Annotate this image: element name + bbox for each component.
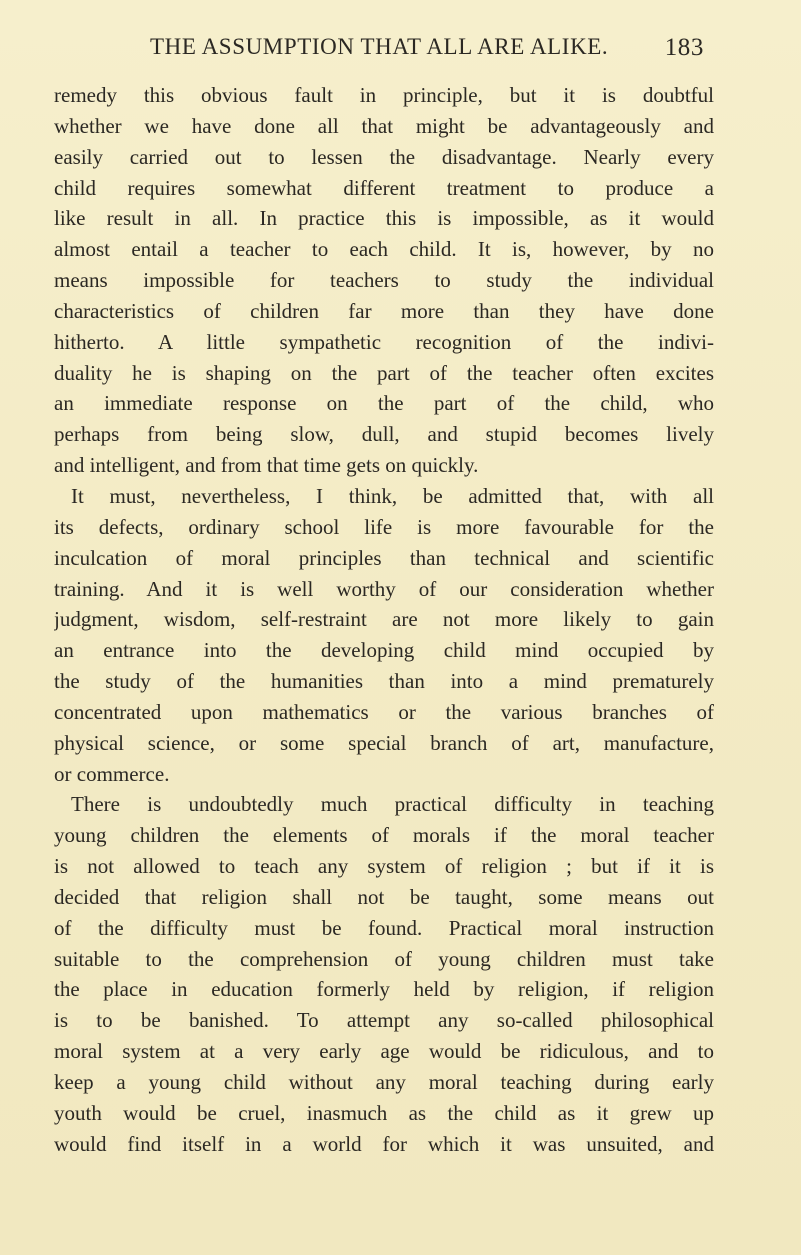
text-line: It must, nevertheless, I think, be admitted that, with all: [71, 483, 714, 508]
text-line: keep a young child without any moral teaching during early: [54, 1070, 714, 1094]
text-line: would find itself in a world for which it was unsuited, and: [54, 1131, 714, 1156]
text-line: physical science, or some special branch of art, manufacture,: [54, 730, 714, 755]
text-line: suitable to the comprehension of young children must take: [54, 946, 714, 971]
text-line: remedy this obvious fault in principle, but it is doubtful: [54, 83, 714, 107]
text-line: and intelligent, and from that time gets on quickly.: [54, 453, 479, 478]
page-number: 183: [664, 34, 704, 61]
text-line: There is undoubtedly much practical difficulty in teaching: [71, 792, 714, 817]
body-text: [54, 80, 714, 1160]
running-title: THE ASSUMPTION THAT ALL ARE ALIKE.: [150, 34, 609, 59]
text-line: is not allowed to teach any system of religion ; but if it is: [54, 854, 714, 879]
running-head: [150, 34, 710, 70]
text-line: judgment, wisdom, self-restraint are not more likely to gain: [54, 607, 714, 632]
text-line: like result in all. In practice this is impossible, as it would: [54, 206, 714, 231]
text-line: child requires somewhat different treatment to produce a: [54, 175, 714, 200]
text-line: the place in education formerly held by religion, if religion: [54, 977, 714, 1002]
text-line: or commerce.: [54, 761, 170, 786]
text-line: duality he is shaping on the part of the teacher often excites: [54, 360, 714, 385]
text-line: the study of the humanities than into a mind prematurely: [54, 669, 714, 694]
text-line: almost entail a teacher to each child. It is, however, by no: [54, 237, 714, 262]
text-line: inculcation of moral principles than technical and scientific: [54, 545, 714, 570]
text-line: training. And it is well worthy of our consideration whether: [54, 576, 714, 601]
text-line: perhaps from being slow, dull, and stupid becomes lively: [54, 422, 714, 447]
text-line: youth would be cruel, inasmuch as the child as it grew up: [54, 1100, 714, 1125]
text-line: concentrated upon mathematics or the various branches of: [54, 699, 714, 724]
text-line: moral system at a very early age would be ridiculous, and to: [54, 1039, 714, 1064]
text-line: is to be banished. To attempt any so-called philosophical: [54, 1008, 714, 1033]
text-line: an entrance into the developing child mind occupied by: [54, 638, 714, 663]
text-line: an immediate response on the part of the child, who: [54, 391, 714, 416]
text-line: whether we have done all that might be advantageously and: [54, 113, 714, 138]
text-line: decided that religion shall not be taught, some means out: [54, 884, 714, 909]
text-line: means impossible for teachers to study the individual: [54, 268, 714, 293]
text-line: characteristics of children far more than they have done: [54, 298, 714, 323]
text-line: its defects, ordinary school life is more favourable for the: [54, 514, 714, 539]
text-line: easily carried out to lessen the disadvantage. Nearly every: [54, 144, 714, 169]
text-line: young children the elements of morals if the moral teacher: [54, 823, 714, 848]
text-line: of the difficulty must be found. Practical moral instruction: [54, 915, 714, 940]
text-line: hitherto. A little sympathetic recognition of the indivi-: [54, 329, 714, 354]
